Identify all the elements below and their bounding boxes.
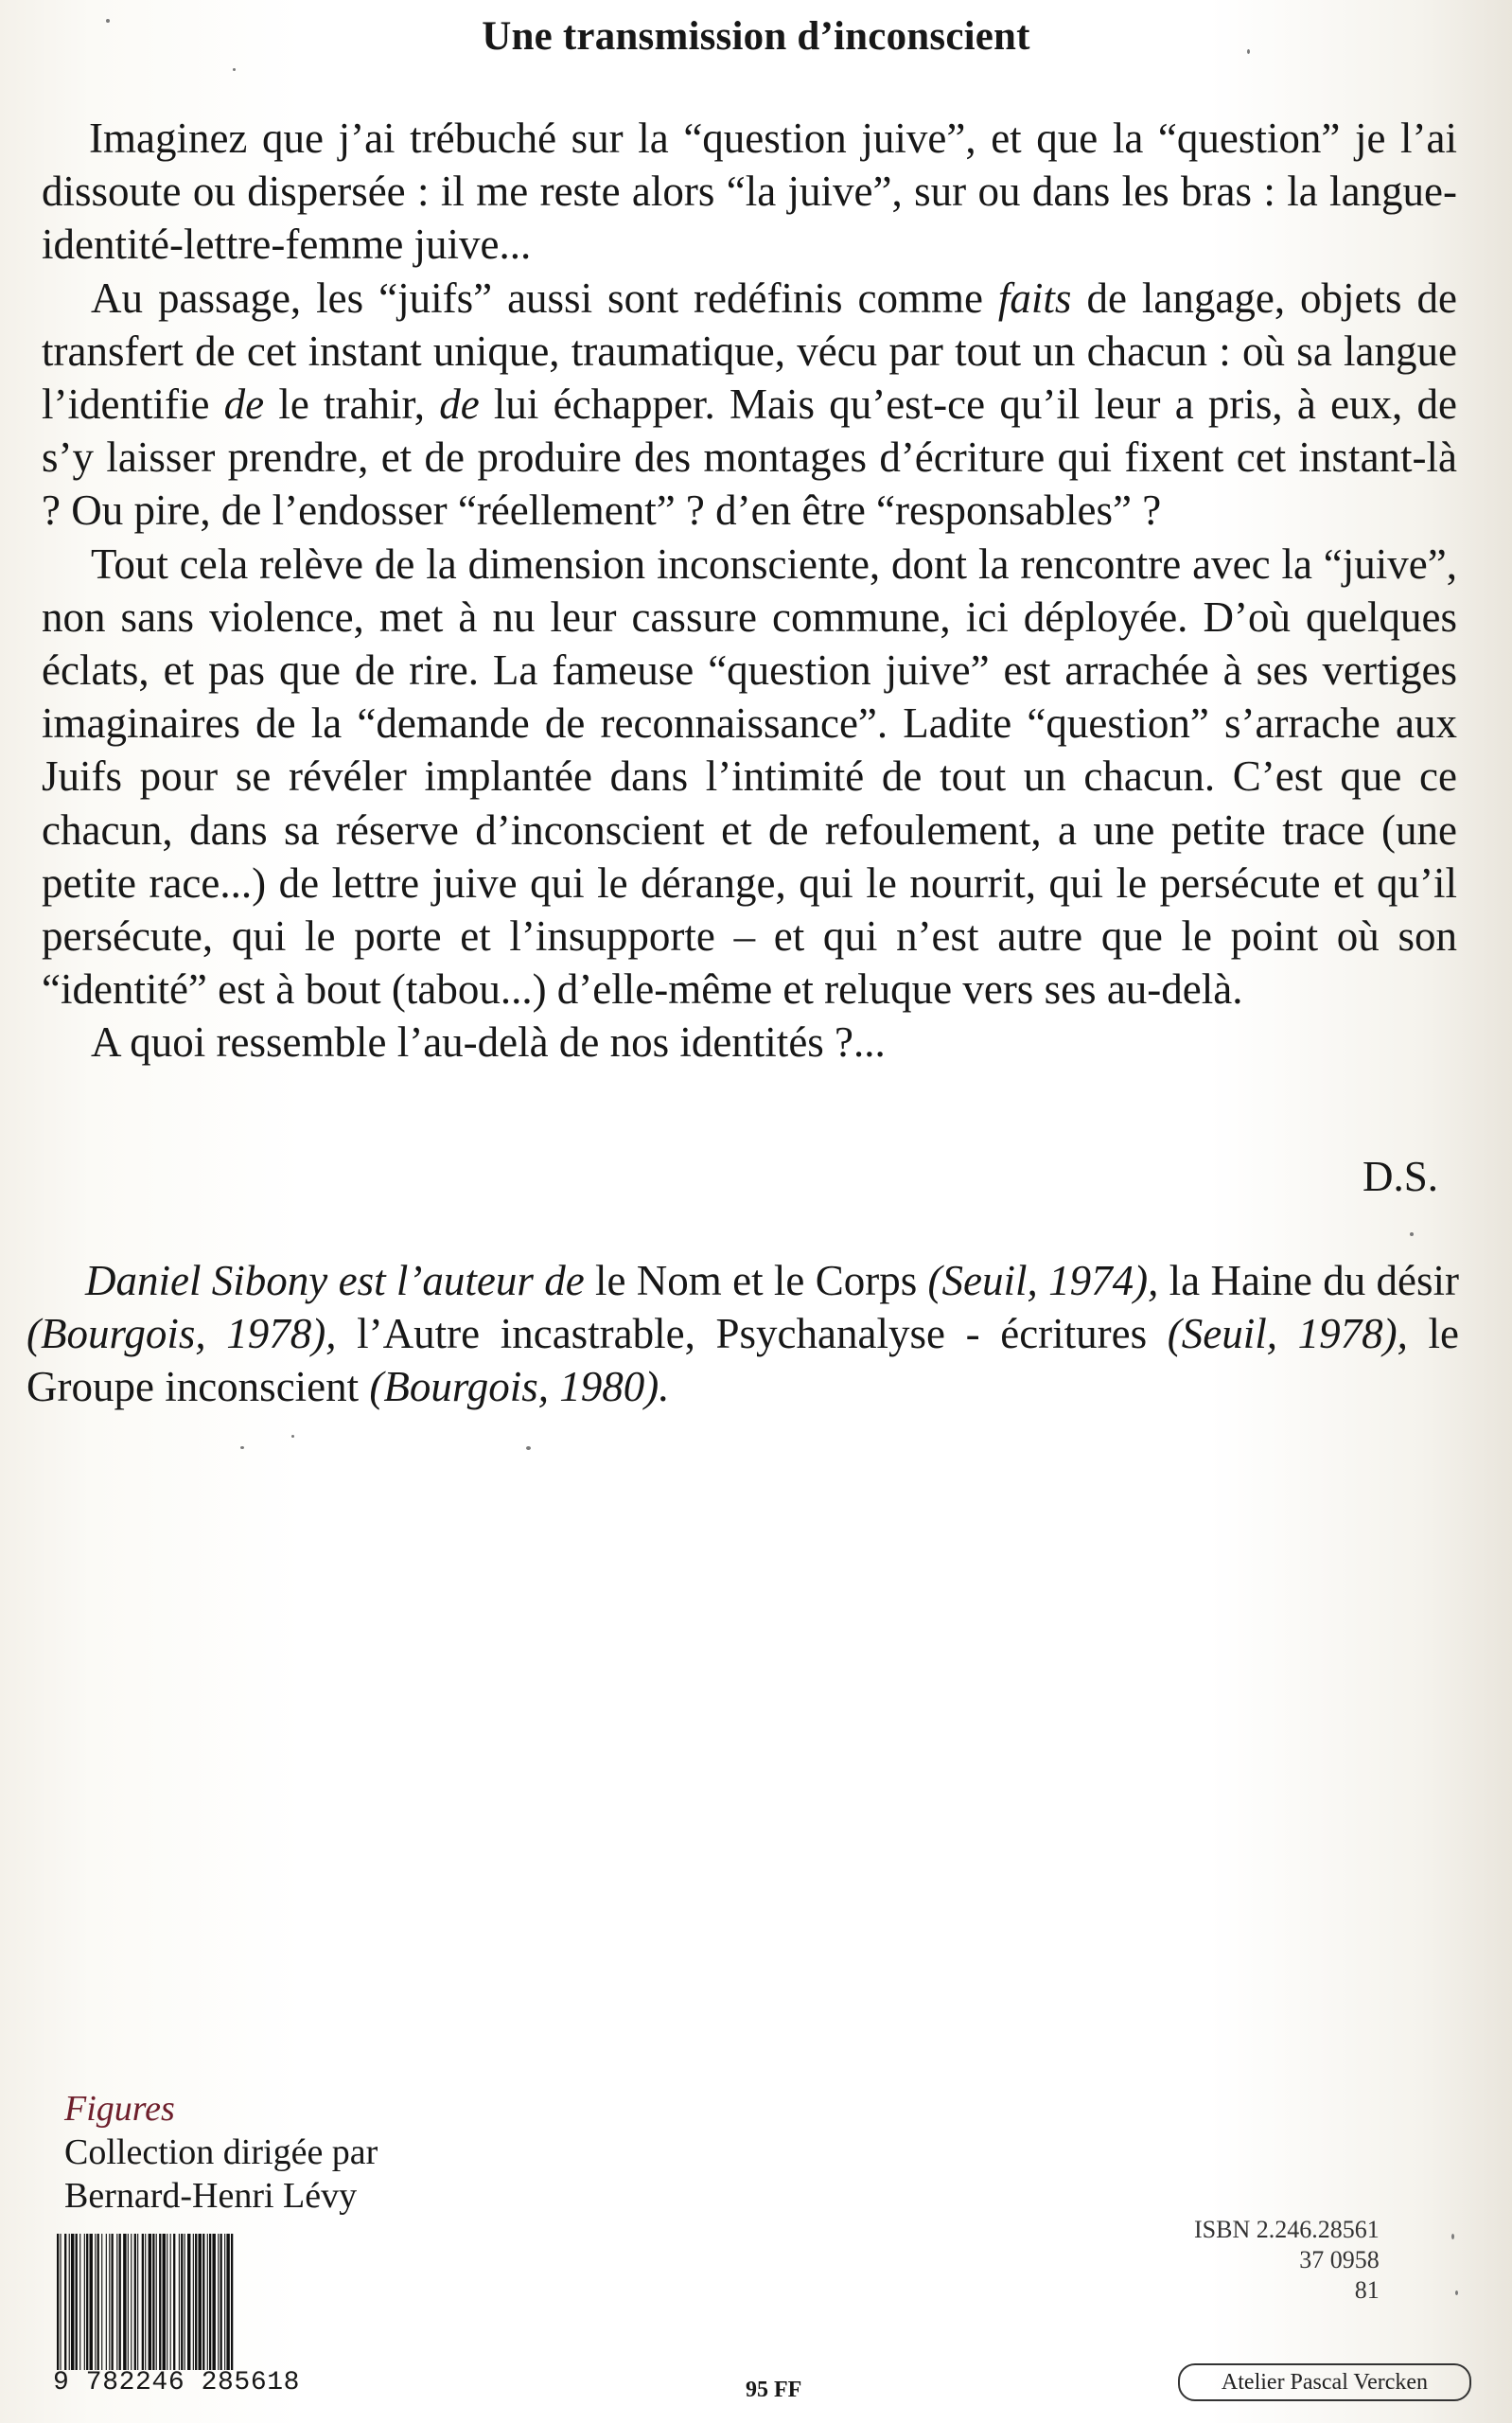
blurb-paragraph-1: Imaginez que j’ai trébuché sur la “question juive”, et que la “question” je l’ai dissoute ou dispersée : il me reste alors “la juive”, sur ou dans les bras : la langue-identité-lettre-femme juive... <box>42 115 1457 269</box>
paper-speck <box>526 1446 531 1450</box>
barcode-bar <box>220 2234 222 2370</box>
blurb-paragraph-4: A quoi ressemble l’au-delà de nos identités ?... <box>91 1018 886 1067</box>
bio-publisher-2: (Bourgois, 1978), <box>26 1310 337 1357</box>
barcode-bar <box>64 2234 66 2370</box>
barcode-bar <box>131 2234 132 2370</box>
paper-speck <box>1455 2290 1458 2295</box>
paper-speck <box>106 19 110 23</box>
blurb-paragraph-2-part-a: Au passage, les “juifs” aussi sont redéfinis comme <box>91 274 998 322</box>
paper-speck <box>1451 2234 1454 2239</box>
isbn-block <box>1194 2215 1380 2306</box>
blurb-text <box>42 112 1457 1070</box>
bio-title-2: la Haine du désir <box>1169 1257 1460 1304</box>
barcode-bar <box>60 2234 61 2370</box>
barcode-bar <box>231 2234 233 2370</box>
barcode-bar <box>97 2234 99 2370</box>
barcode-bar <box>79 2234 80 2370</box>
blurb-paragraph-2-emphasis-de-1: de <box>223 380 265 429</box>
bio-title-3: l’Autre incastrable, Psychanalyse - écritures <box>357 1310 1148 1357</box>
author-initials: D.S. <box>1362 1153 1438 1200</box>
barcode-bar <box>101 2234 102 2370</box>
collection-series-name: Figures <box>64 2089 175 2129</box>
bio-title-4: le Groupe inconscient <box>26 1310 1460 1410</box>
barcode-bar <box>212 2234 215 2370</box>
paper-speck <box>1410 1232 1414 1236</box>
barcode-bar <box>86 2234 88 2370</box>
blurb-paragraph-2 <box>42 272 1457 538</box>
barcode-bar <box>156 2234 157 2370</box>
collection-info <box>64 2087 378 2218</box>
barcode-bar <box>163 2234 166 2370</box>
blurb-paragraph-2-part-c: de langage, objets de transfert de cet instant unique, traumatique, vécu par tout un chacun : où sa langue l’identifie <box>42 274 1458 429</box>
blurb-paragraph-2-emphasis-faits: faits <box>997 274 1072 322</box>
price-label: 95 FF <box>746 2378 802 2402</box>
barcode-bar <box>226 2234 229 2370</box>
blurb-paragraph-3: Tout cela relève de la dimension inconsciente, dont la rencontre avec la “juive”, non sans violence, met à nu leur cassure commune, ici déployée. D’où quelques éclats, et pas que de rire. La fameuse “question juive” est arrachée à ses vertiges imaginaires de la “demande de reconnaissance”. Ladite “question” s’arrache aux Juifs pour se révéler implantée dans l’intimité de tout un chacun. C’est que ce chacun, dans sa réserve d’inconscient et de refoulement, a une petite trace (une petite race...) de lettre juive qui le dérange, qui le nourrit, qui le persécute et qu’il persécute, qui le porte et l’insupporte – et qui n’est autre que le point où son “identité” est à bout (tabou...) d’elle-même et reluque vers ses au-delà. <box>42 539 1457 1014</box>
barcode-bar <box>134 2234 136 2370</box>
barcode-bar <box>76 2234 78 2370</box>
collection-director-line-1: Collection dirigée par <box>64 2132 378 2172</box>
barcode-bar <box>57 2234 59 2370</box>
barcode-bar <box>145 2234 146 2370</box>
barcode-bar <box>187 2234 190 2370</box>
barcode-bar <box>71 2234 74 2370</box>
author-bibliography <box>26 1254 1459 1413</box>
barcode-bar <box>106 2234 107 2370</box>
barcode-bar <box>207 2234 208 2370</box>
isbn-line-1: ISBN 2.246.28561 <box>1194 2216 1380 2243</box>
bio-publisher-3: (Seuil, 1978), <box>1167 1310 1408 1357</box>
barcode-bar <box>173 2234 175 2370</box>
barcode-bar <box>181 2234 183 2370</box>
paper-speck <box>1247 49 1250 54</box>
bio-author-phrase: Daniel Sibony est l’auteur de <box>85 1257 585 1304</box>
barcode-bar <box>193 2234 194 2370</box>
barcode-bar <box>116 2234 117 2370</box>
barcode-bar <box>119 2234 121 2370</box>
barcode-bar <box>109 2234 110 2370</box>
bio-title-1: le Nom et le Corps <box>595 1257 918 1304</box>
barcode-bar <box>170 2234 171 2370</box>
bio-publisher-1: (Seuil, 1974), <box>927 1257 1159 1304</box>
barcode-bar <box>195 2234 197 2370</box>
blurb-paragraph-2-part-e: le trahir, <box>264 380 440 429</box>
barcode-bar <box>202 2234 204 2370</box>
barcode-bar <box>142 2234 144 2370</box>
paper-speck <box>233 68 236 71</box>
paper-speck <box>240 1446 244 1449</box>
barcode-bar <box>179 2234 180 2370</box>
barcode-bar <box>95 2234 96 2370</box>
isbn-line-3: 81 <box>1354 2276 1380 2304</box>
barcode-bar <box>218 2234 219 2370</box>
barcode-bar <box>123 2234 126 2370</box>
barcode-bar <box>149 2234 151 2370</box>
collection-director-line-2: Bernard-Henri Lévy <box>64 2176 358 2216</box>
barcode-bar <box>199 2234 202 2370</box>
isbn-line-2: 37 0958 <box>1299 2246 1380 2273</box>
barcode-digits: 9 782246 285618 <box>53 2368 301 2397</box>
bio-publisher-4: (Bourgois, 1980). <box>369 1363 670 1410</box>
barcode-bar <box>112 2234 114 2370</box>
cover-title: Une transmission d’inconscient <box>482 14 1030 59</box>
barcode-bar <box>69 2234 70 2370</box>
barcode-bar <box>84 2234 85 2370</box>
barcode-bar <box>90 2234 93 2370</box>
barcode-bar <box>159 2234 161 2370</box>
barcode-bar <box>137 2234 138 2370</box>
ean-barcode <box>53 2234 371 2406</box>
barcode-bar <box>152 2234 154 2370</box>
barcode-bar <box>224 2234 225 2370</box>
paper-speck <box>291 1435 294 1438</box>
blurb-paragraph-2-part-g: lui échapper. Mais qu’est-ce qu’il leur a pris, à eux, de s’y laisser prendre, et de produire des montages d’écriture qui fixent cet instant-là ? Ou pire, de l’endosser “réellement” ? d’en être “responsables” ? <box>42 380 1457 535</box>
barcode-bar <box>209 2234 211 2370</box>
barcode-icon <box>55 2234 367 2370</box>
design-studio-stamp: Atelier Pascal Vercken <box>1178 2363 1471 2401</box>
barcode-bar <box>128 2234 129 2370</box>
blurb-paragraph-2-emphasis-de-2: de <box>439 380 480 429</box>
